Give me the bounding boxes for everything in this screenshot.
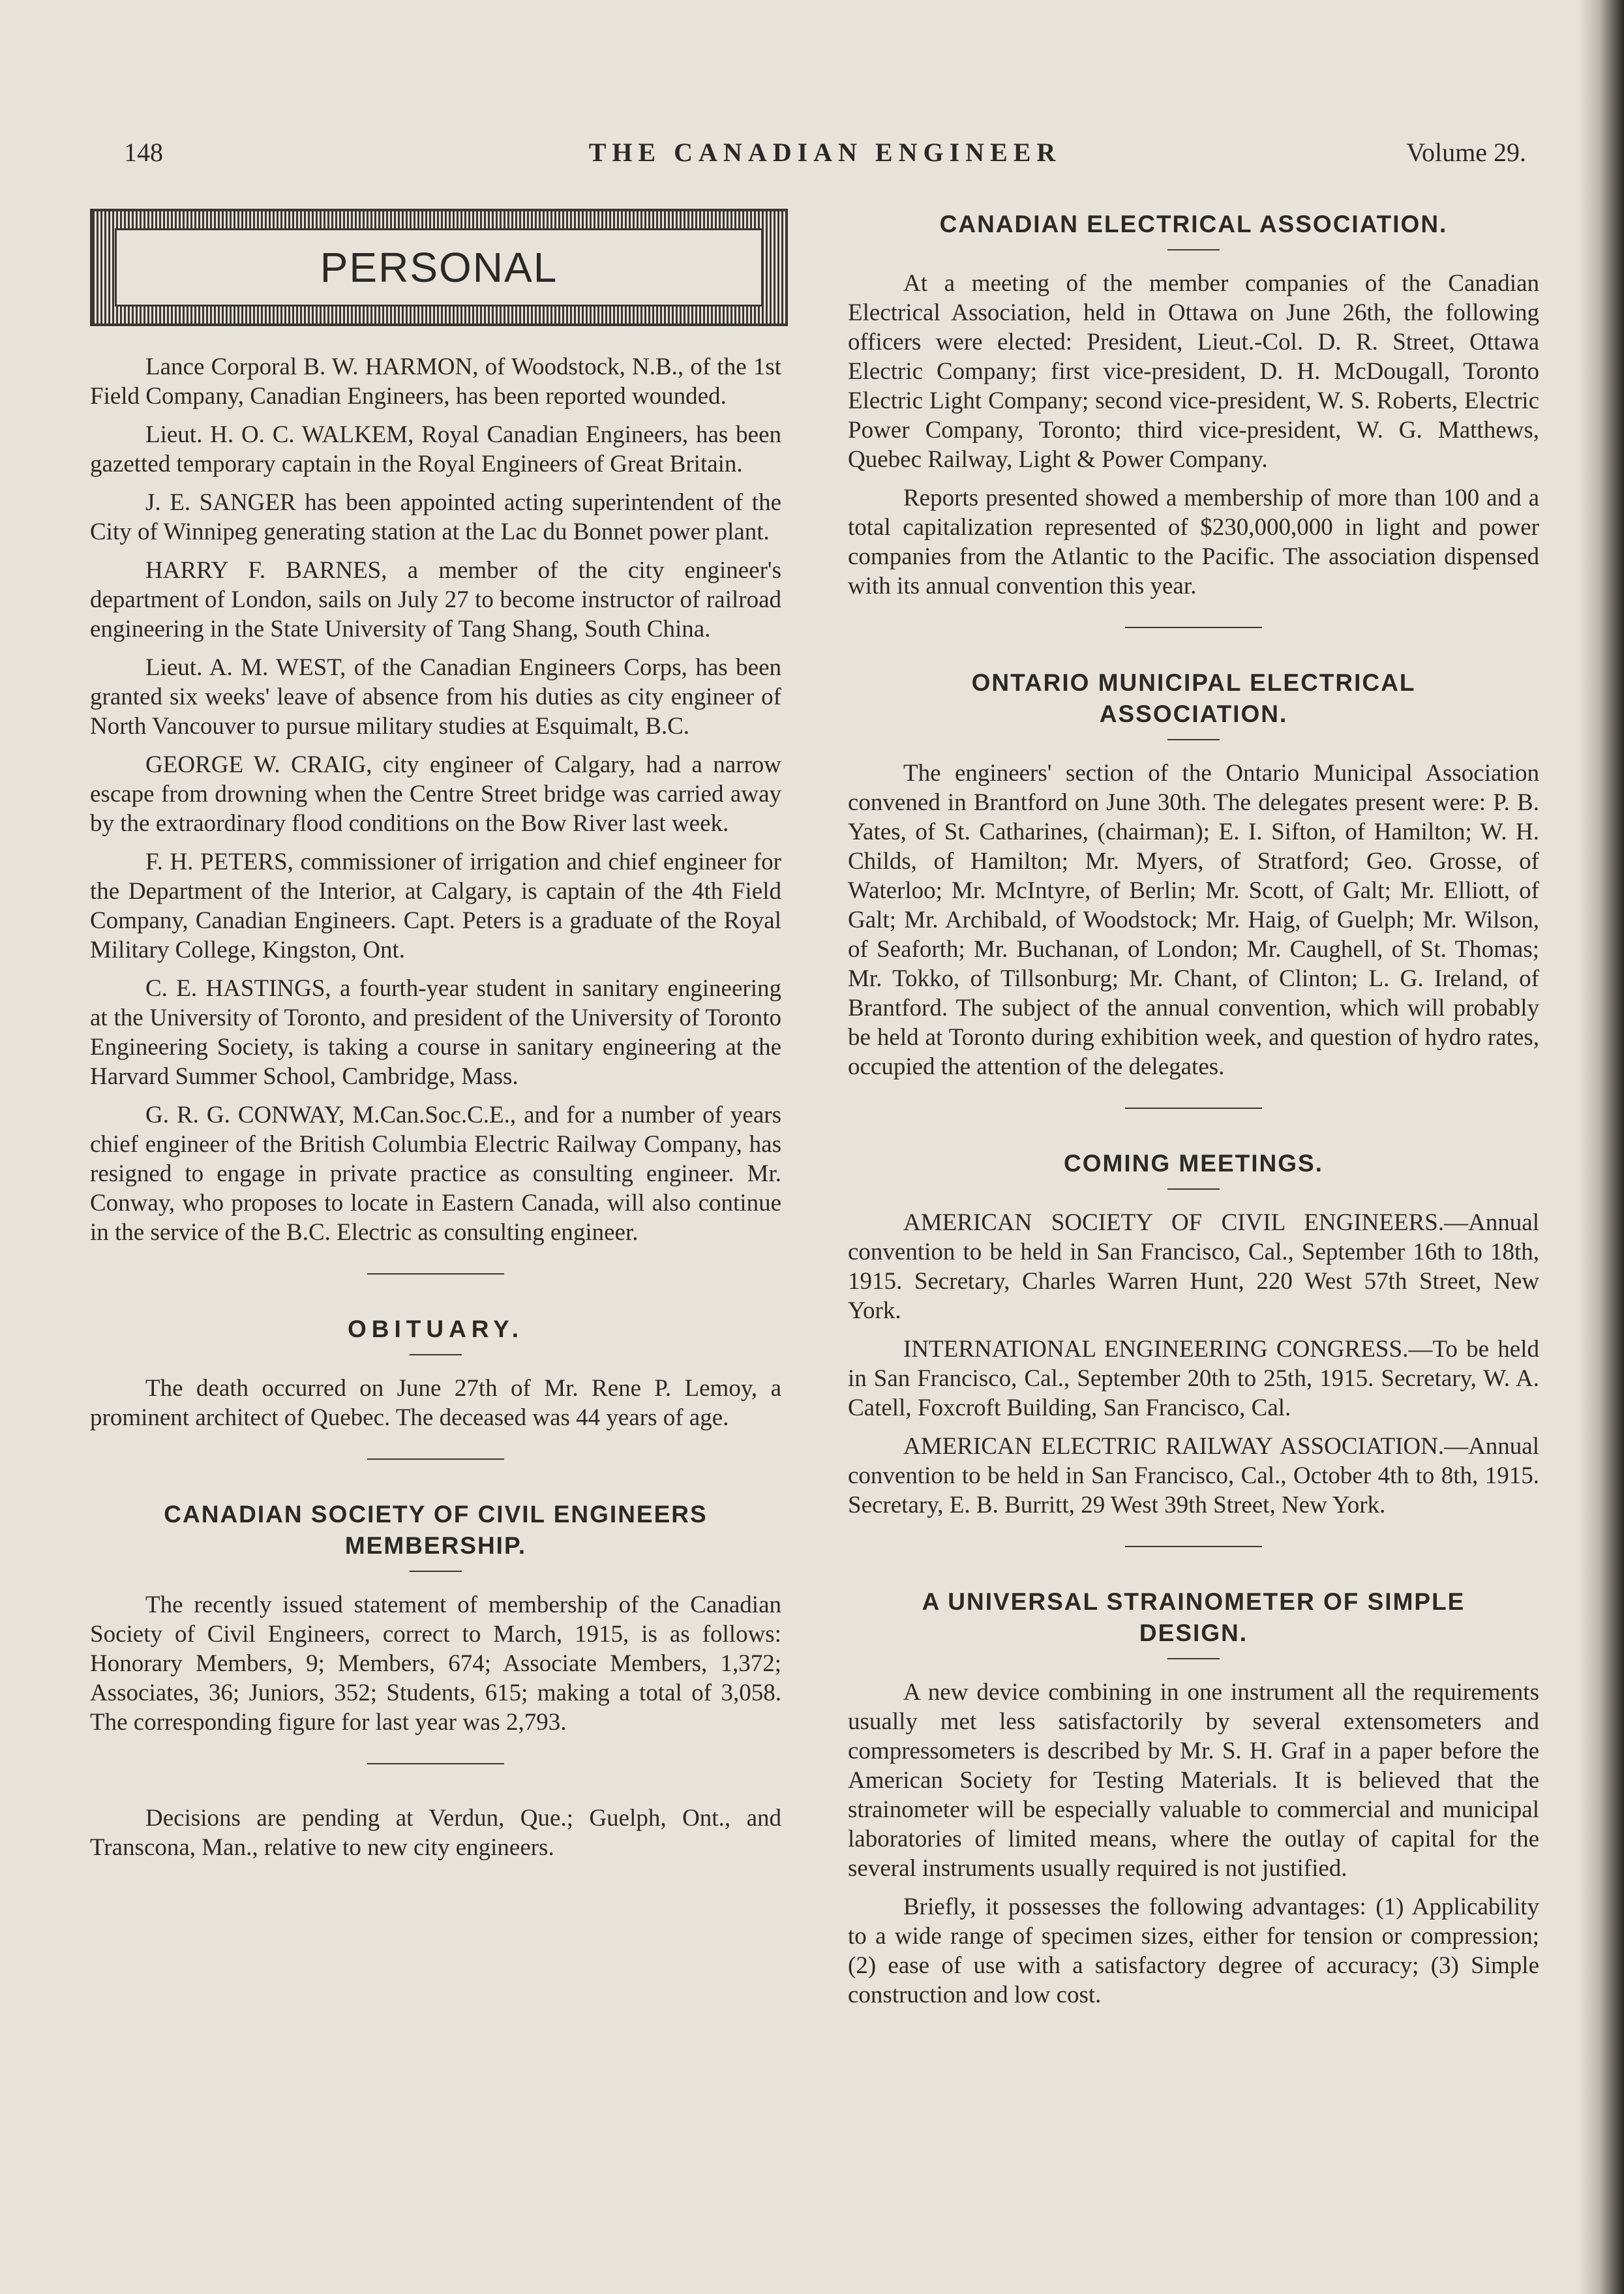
personal-paragraph: GEORGE W. CRAIG, city engineer of Calgary, had a narrow escape from drowning when the Centre Street bridge was carried away by the extraordinary flood conditions on the Bow River last week. — [90, 751, 781, 837]
cea-heading: CANADIAN ELECTRICAL ASSOCIATION. — [939, 211, 1448, 237]
personal-banner — [90, 209, 788, 326]
section-divider — [367, 1273, 504, 1275]
personal-paragraph: Lieut. A. M. WEST, of the Canadian Engineers Corps, has been granted six weeks' leave of absence from his duties as city engineer of North Vancouver to pursue military studies at Esquimalt, B.C. — [90, 654, 781, 740]
cea-section — [848, 209, 1539, 601]
section-divider — [1125, 627, 1262, 628]
strainometer-paragraph: A new device combining in one instrument all the requirements usually met less satisfactorily by several extensometers and compressometers is described by Mr. S. H. Graf in a paper before the American Society for Testing Materials. It is believed that the strainometer will be especially valuable to commercial and municipal laboratories of limited means, where the outlay of capital for the several instruments usually required is not justified. — [848, 1679, 1539, 1882]
heading-rule — [1167, 1188, 1220, 1190]
meetings-paragraph: AMERICAN SOCIETY OF CIVIL ENGINEERS.—Annual convention to be held in San Francisco, Cal., September 16th to 18th, 1915. Secretary, Charles Warren Hunt, 220 West 57th Street, New York. — [848, 1209, 1539, 1324]
meetings-paragraph: INTERNATIONAL ENGINEERING CONGRESS.—To be held in San Francisco, Cal., September 20th to 25th, 1915. Secretary, W. A. Catell, Foxcroft Building, San Francisco, Cal. — [848, 1336, 1539, 1421]
heading-rule — [410, 1354, 462, 1355]
journal-title: THE CANADIAN ENGINEER — [588, 138, 1062, 167]
meetings-paragraph: AMERICAN ELECTRIC RAILWAY ASSOCIATION.—Annual convention to be held in San Francisco, Cal., October 4th to 8th, 1915. Secretary, E. B. Burritt, 29 West 39th Street, New York. — [848, 1433, 1539, 1518]
section-divider — [367, 1763, 504, 1764]
personal-paragraph: J. E. SANGER has been appointed acting superintendent of the City of Winnipeg generating station at the Lac du Bonnet power plant. — [90, 489, 781, 545]
obituary-paragraph: The death occurred on June 27th of Mr. Rene P. Lemoy, a prominent architect of Quebec. The deceased was 44 years of age. — [90, 1375, 781, 1431]
csce-heading-line1: CANADIAN SOCIETY OF CIVIL ENGINEERS — [164, 1501, 708, 1528]
cea-paragraph: At a meeting of the member companies of the Canadian Electrical Association, held in Ottawa on June 26th, the following officers were elected: President, Lieut.-Col. D. R. Street, Ottawa Electric Company; first vice-president, D. H. McDougall, Toronto Electric Light Company; second vice-president, W. S. Roberts, Electric Power Company, Toronto; third vice-president, W. G. Matthews, Quebec Railway, Light & Power Company. — [848, 270, 1539, 473]
heading-rule — [1167, 1658, 1220, 1659]
personal-banner-frame — [115, 228, 763, 307]
meetings-section — [848, 1148, 1539, 1520]
meetings-heading: COMING MEETINGS. — [1064, 1150, 1323, 1177]
personal-paragraph: Lance Corporal B. W. HARMON, of Woodstock, N.B., of the 1st Field Company, Canadian Engineers, has been reported wounded. — [90, 354, 781, 410]
decisions-section — [90, 1804, 781, 1862]
heading-rule — [1167, 249, 1220, 250]
heading-rule — [1167, 739, 1220, 740]
section-divider — [1125, 1546, 1262, 1547]
strainometer-paragraph: Briefly, it possesses the following advantages: (1) Applicability to a wide range of specimen sizes, either for tension or compression; (2) ease of use with a satisfactory degree of accuracy; (3) Simple construction and low cost. — [848, 1894, 1539, 2008]
left-column — [90, 209, 781, 1871]
decisions-paragraph: Decisions are pending at Verdun, Que.; Guelph, Ont., and Transcona, Man., relative to new city engineers. — [90, 1805, 781, 1861]
strainometer-section — [848, 1586, 1539, 2010]
page-number: 148 — [124, 138, 163, 167]
right-column — [848, 209, 1539, 2019]
obituary-section — [90, 1314, 781, 1432]
personal-paragraph: G. R. G. CONWAY, M.Can.Soc.C.E., and for a number of years chief engineer of the British Columbia Electric Railway Company, has resigned to engage in private practice as consulting engineer. Mr. Conway, who proposes to locate in Eastern Canada, will also continue in the service of the B.C. Electric as consulting engineer. — [90, 1102, 781, 1246]
running-header — [124, 137, 1526, 183]
csce-heading-line2: MEMBERSHIP. — [344, 1532, 527, 1559]
omea-section — [848, 667, 1539, 1081]
omea-paragraph: The engineers' section of the Ontario Municipal Association convened in Brantford on June 30th. The delegates present were: P. B. Yates, of St. Catharines, (chairman); E. I. Sifton, of Hamilton; W. H. Childs, of Hamilton; Mr. Myers, of Stratford; Geo. Grosse, of Waterloo; Mr. McIntyre, of Berlin; Mr. Scott, of Galt; Mr. Elliott, of Galt; Mr. Archibald, of Woodstock; Mr. Haig, of Guelph; Mr. Wilson, of Seaforth; Mr. Buchanan, of London; Mr. Caughell, of St. Thomas; Mr. Tokko, of Tillsonburg; Mr. Chant, of Clinton; L. G. Ireland, of Brantford. The subject of the annual convention, which will probably be held at Toronto during exhibition week, and question of hydro rates, occupied the attention of the delegates. — [848, 760, 1539, 1080]
personal-paragraph: HARRY F. BARNES, a member of the city engineer's department of London, sails on July 27 to become instructor of railroad engineering in the State University of Tang Shang, South China. — [90, 557, 781, 642]
section-divider — [1125, 1108, 1262, 1109]
page-binding-shadow — [1578, 0, 1624, 2294]
strainometer-heading-line1: A UNIVERSAL STRAINOMETER OF SIMPLE — [922, 1588, 1466, 1615]
personal-section — [90, 352, 781, 1247]
personal-paragraph: Lieut. H. O. C. WALKEM, Royal Canadian Engineers, has been gazetted temporary captain in the Royal Engineers of Great Britain. — [90, 421, 781, 477]
volume-label: Volume 29. — [1406, 138, 1526, 167]
omea-heading-line1: ONTARIO MUNICIPAL ELECTRICAL — [971, 669, 1416, 696]
csce-paragraph: The recently issued statement of membership of the Canadian Society of Civil Engineers, correct to March, 1915, is as follows: Honorary Members, 9; Members, 674; Associate Members, 1,372; Associates, 36; Juniors, 352; Students, 615; making a total of 3,058. The corresponding figure for last year was 2,793. — [90, 1592, 781, 1736]
omea-heading-line2: ASSOCIATION. — [1099, 701, 1288, 727]
csce-section — [90, 1499, 781, 1737]
personal-paragraph: F. H. PETERS, commissioner of irrigation and chief engineer for the Department of the Interior, at Calgary, is captain of the 4th Field Company, Canadian Engineers. Capt. Peters is a graduate of the Royal Military College, Kingston, Ont. — [90, 849, 781, 963]
heading-rule — [410, 1571, 462, 1572]
section-divider — [367, 1458, 504, 1460]
personal-paragraph: C. E. HASTINGS, a fourth-year student in sanitary engineering at the University of Toronto, and president of the University of Toronto Engineering Society, is taking a course in sanitary engineering at the Harvard Summer School, Cambridge, Mass. — [90, 975, 781, 1090]
cea-paragraph: Reports presented showed a membership of more than 100 and a total capitalization represented of $230,000,000 in light and power companies from the Atlantic to the Pacific. The association dispensed with its annual convention this year. — [848, 485, 1539, 599]
obituary-heading: OBITUARY. — [347, 1316, 524, 1342]
personal-heading: PERSONAL — [320, 244, 558, 291]
strainometer-heading-line2: DESIGN. — [1139, 1620, 1248, 1646]
